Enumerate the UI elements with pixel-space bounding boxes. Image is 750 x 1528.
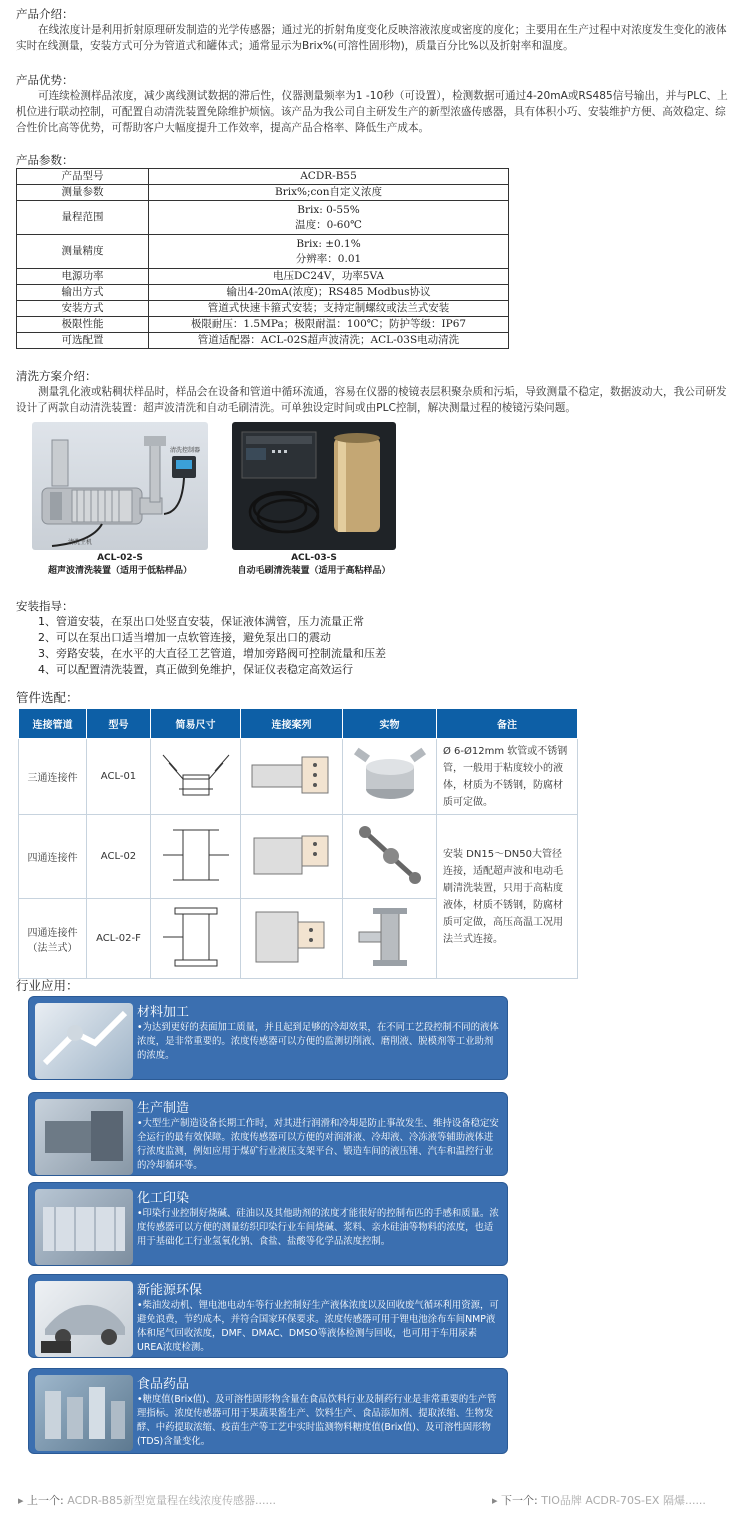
spec-row	[17, 333, 509, 349]
spec-value: 管道式快速卡箍式安装；支持定制螺纹或法兰式安装	[149, 301, 509, 317]
install-heading: 安装指导：	[16, 599, 74, 613]
spec-value: 管道适配器：ACL-02S超声波清洗；ACL-03S电动清洗	[149, 333, 509, 349]
spec-row	[17, 235, 509, 269]
industry-image	[35, 1281, 133, 1357]
industry-image	[35, 1375, 133, 1451]
params-heading: 产品参数：	[16, 153, 74, 167]
dimension-drawing	[151, 815, 241, 899]
fittings-table	[18, 708, 578, 979]
svg-text:清洗主机: 清洗主机	[68, 539, 93, 546]
next-link[interactable]	[492, 1492, 706, 1508]
install-step: 4、可以配置清洗装置，真正做到免维护，保证仪表稳定高效运行	[38, 663, 353, 676]
spec-key: 安装方式	[17, 301, 149, 317]
next-label: 下一个:	[501, 1494, 538, 1507]
prev-value: ACDR-B85新型宽量程在线浓度传感器......	[67, 1494, 277, 1507]
industry-text: •大型生产制造设备长期工作时，对其进行润滑和冷却是防止事故发生、维持设备稳定安全运行的最有效保障。浓度传感器可以方便的对润滑液、冷却液、冷冻液等辅助液体进行浓度监测，例如应用于煤矿行业液压支架平台、锻造车间的液压锤、汽车和温控行业的冷却循环等。	[137, 1118, 499, 1171]
fitting-type: 四通连接件 （法兰式）	[19, 899, 87, 979]
spec-row	[17, 185, 509, 201]
industry-text: •印染行业控制好烧碱、硅油以及其他助剂的浓度才能很好的控制布匹的手感和质量。浓度传感器可以方便的测量纺织印染行业车间烧碱、浆料、亲水硅油等物料的浓度，也适用于基础化工行业氢氧化钠、食盐、盐酸等化学品浓度控制。	[137, 1208, 499, 1247]
spec-key: 输出方式	[17, 285, 149, 301]
spec-value: 极限耐压：1.5MPa；极限耐温：100℃；防护等级：IP67	[149, 317, 509, 333]
ultrasonic-caption: ACL-02-S 超声波清洗装置（适用于低粘样品）	[47, 553, 192, 576]
industry-title: 食品药品	[137, 1377, 190, 1392]
product-photo	[343, 899, 437, 979]
intro-heading: 产品介绍：	[16, 7, 74, 21]
advantage-heading: 产品优势：	[16, 73, 74, 87]
spec-row	[17, 169, 509, 185]
industry-text: •糖度值(Brix值)、及可溶性固形物含量在食品饮料行业及制药行业是非常重要的生产管理指标。浓度传感器可用于果蔬果酱生产、饮料生产、食品添加剂、提取浓缩、生物发酵、中药提取浓缩、疫苗生产等工艺中实时监测物料糖度值(Brix值)、及可溶性固形物(TDS)含量变化。	[137, 1394, 497, 1447]
spec-key: 产品型号	[17, 169, 149, 185]
industry-heading: 行业应用：	[16, 978, 79, 993]
spec-value: ACDR-B55	[149, 169, 509, 185]
industry-text: •为达到更好的表面加工质量，并且起到足够的冷却效果，在不同工艺段控制不同的液体浓度，是非常重要的。浓度传感器可以方便的监测切削液、磨削液、脱模剂等工业助剂的浓度。	[137, 1022, 499, 1061]
fitting-type: 四通连接件	[19, 815, 87, 899]
industry-card	[28, 1368, 508, 1454]
col-header: 连接案列	[241, 709, 343, 739]
ultrasonic-cleaner-photo	[32, 422, 208, 550]
advantage-text: 可连续检测样品浓度，减少离线测试数据的滞后性，仪器测量频率为1 -10秒（可设置），检测数据可通过4-20mA或RS485信号输出，并与PLC、上机位进行联动控制，可配置自动清洗装置免除维护烦恼。该产品为我公司自主研发生产的新型浓盛传感器，具有体积小巧、安装维护方便、高效稳定、综合性价比高等优势，可帮助客户大幅度提升工作效率，提高产品合格率、降低生产成本。	[16, 90, 728, 134]
product-photo	[343, 739, 437, 815]
col-header: 实物	[343, 709, 437, 739]
install-step: 2、可以在泵出口适当增加一点软管连接，避免泵出口的震动	[38, 631, 331, 644]
industry-card	[28, 1182, 508, 1266]
fittings-heading: 管件选配：	[16, 690, 79, 705]
intro-text: 在线浓度计是利用折射原理研发制造的光学传感器；通过光的折射角度变化反映溶液浓度或密度的度化；主要用在生产过程中对浓度发生变化的液体实时在线测量，安装方式可分为管道式和罐体式；通常显示为Brix%(可溶性固形物)，质量百分比%以及折射率和温度。	[16, 24, 727, 52]
next-value: TIO品牌 ACDR-70S-EX 隔爆......	[541, 1494, 706, 1507]
arrow-right-icon: ▸	[492, 1494, 498, 1507]
fitting-type: 三通连接件	[19, 739, 87, 815]
brush-caption: ACL-03-S 自动毛刷清洗装置（适用于高粘样品）	[237, 553, 391, 576]
spec-value: 输出4-20mA(浓度)；RS485 Modbus协议	[149, 285, 509, 301]
brush-cleaner-photo	[232, 422, 396, 550]
connection-example	[241, 815, 343, 899]
dimension-drawing	[151, 899, 241, 979]
install-step: 3、旁路安装，在水平的大直径工艺管道，增加旁路阀可控制流量和压差	[38, 647, 386, 660]
industry-card	[28, 996, 508, 1080]
spec-row	[17, 317, 509, 333]
industry-image	[35, 1189, 133, 1265]
fitting-note: Ø 6-Ø12mm 软管或不锈钢管，一般用于粘度较小的液体，材质为不锈钢，防腐材质可定做。	[437, 739, 578, 815]
cleaning-heading: 清洗方案介绍：	[16, 369, 97, 383]
industry-image	[35, 1099, 133, 1175]
connection-example	[241, 899, 343, 979]
fitting-model: ACL-01	[87, 739, 151, 815]
arrow-left-icon: ▸	[18, 1494, 24, 1507]
col-header: 备注	[437, 709, 578, 739]
cleaning-text: 测量乳化液或粘稠状样品时，样品会在设备和管道中循环流通，容易在仪器的棱镜表层积聚杂质和污垢，导致测量不稳定，数据波动大，我公司研发设计了两款自动清洗装置：超声波清洗和自动毛刷清洗。可单独设定时间或由PLC控制，解决测量过程的棱镜污染问题。	[16, 386, 727, 414]
prev-label: 上一个:	[27, 1494, 64, 1507]
table-row	[19, 815, 578, 899]
spec-table	[16, 168, 509, 349]
install-step: 1、管道安装，在泵出口处竖直安装，保证液体满管，压力流量正常	[38, 615, 364, 628]
spec-value: Brix: 0-55% 温度：0-60℃	[149, 201, 509, 235]
fitting-model: ACL-02-F	[87, 899, 151, 979]
spec-row	[17, 301, 509, 317]
fitting-note: 安装 DN15～DN50大管径连接，适配超声波和电动毛刷清洗装置，只用于高粘度液体，材质不锈钢，防腐材质可定做，高压高温工况用法兰式连接。	[437, 815, 578, 979]
spec-row	[17, 285, 509, 301]
table-row	[19, 739, 578, 815]
connection-example	[241, 739, 343, 815]
spec-value: Brix: ±0.1% 分辨率：0.01	[149, 235, 509, 269]
industry-card	[28, 1092, 508, 1176]
spec-value: 电压DC24V，功率5VA	[149, 269, 509, 285]
industry-card	[28, 1274, 508, 1358]
col-header: 连接管道	[19, 709, 87, 739]
spec-key: 测量精度	[17, 235, 149, 269]
spec-key: 电源功率	[17, 269, 149, 285]
col-header: 型号	[87, 709, 151, 739]
spec-row	[17, 269, 509, 285]
industry-title: 材料加工	[137, 1005, 190, 1020]
industry-title: 生产制造	[137, 1101, 190, 1116]
industry-title: 化工印染	[137, 1191, 190, 1206]
industry-text: •柴油发动机、锂电池电动车等行业控制好生产液体浓度以及回收废气循环利用资源，可避免浪费，节约成本，并符合国家环保要求。浓度传感器可用于锂电池涂布车间NMP液体和尾气回收浓度，DMF、DMAC、DMSO等液体检测与回收，也可用于车用尿素UREA浓度检测。	[137, 1300, 499, 1353]
svg-text:清洗控制器: 清洗控制器	[170, 447, 201, 454]
spec-row	[17, 201, 509, 235]
industry-image	[35, 1003, 133, 1079]
fitting-model: ACL-02	[87, 815, 151, 899]
spec-key: 可选配置	[17, 333, 149, 349]
dimension-drawing	[151, 739, 241, 815]
col-header: 简易尺寸	[151, 709, 241, 739]
product-photo	[343, 815, 437, 899]
spec-key: 极限性能	[17, 317, 149, 333]
industry-title: 新能源环保	[137, 1283, 203, 1298]
prev-link[interactable]	[18, 1492, 276, 1508]
spec-key: 测量参数	[17, 185, 149, 201]
spec-value: Brix%;con自定义浓度	[149, 185, 509, 201]
install-steps	[38, 614, 386, 678]
spec-key: 量程范围	[17, 201, 149, 235]
